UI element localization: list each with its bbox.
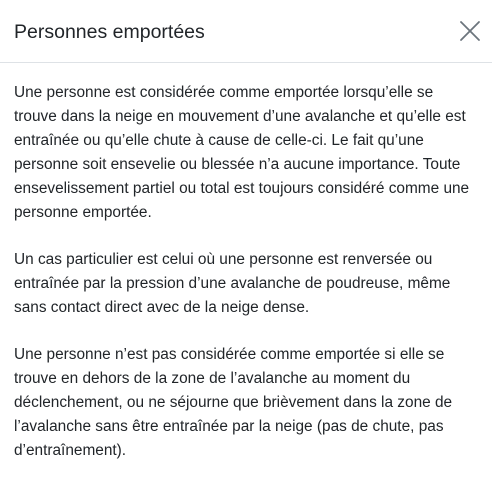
paragraph-exclusion: Une personne n’est pas considérée comme emportée si elle se trouve en dehors de la zone de l’avalanche au moment du déclenchement, ou ne séjourne que brièvement dans la zone de l’avalanche sans être entraînée par la neige (pas de chute, pas d’entraînement). [14,346,453,459]
dialog-body [0,63,492,463]
close-icon [458,19,482,43]
paragraph-special-case: Un cas particulier est celui où une personne est renversée ou entraînée par la pression d’une avalanche de poudreuse, même sans contact direct avec de la neige dense. [14,251,451,316]
dialog-title: Personnes emportées [14,21,205,43]
dialog-header [0,0,492,63]
close-button[interactable] [458,19,482,43]
paragraph-definition: Une personne est considérée comme emportée lorsqu’elle se trouve dans la neige en mouvement d’une avalanche et qu’elle est entraînée ou qu’elle chute à cause de celle-ci. Le fait qu’une personne soit ensevelie ou blessée n’a aucune importance. Toute ensevelissement partiel ou total est toujours considéré comme une personne emportée. [14,84,470,221]
